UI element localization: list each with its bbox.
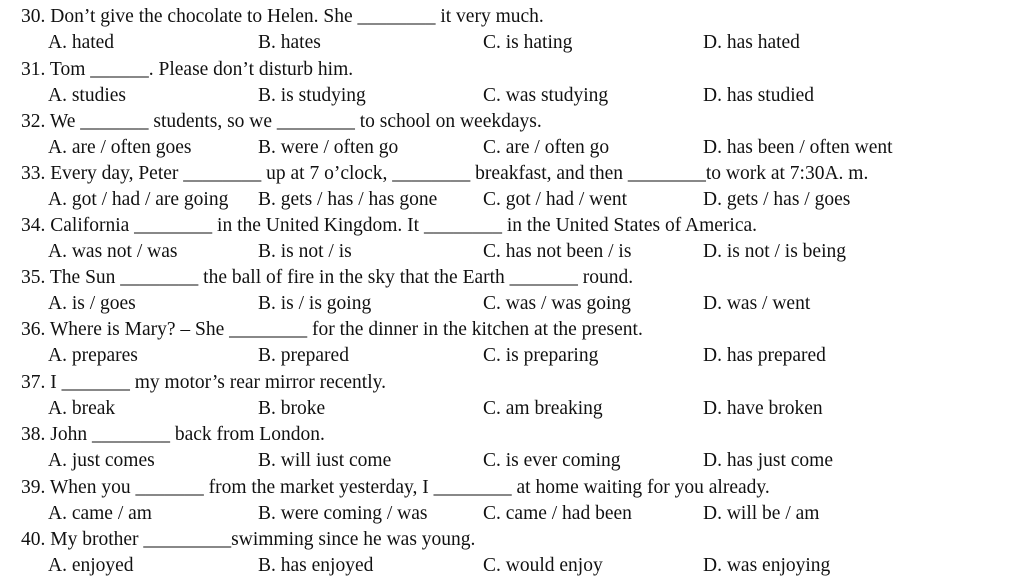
- question-32-option-d: D. has been / often went: [703, 137, 893, 158]
- question-37-option-d: D. have broken: [703, 398, 823, 419]
- question-40-option-d: D. was enjoying: [703, 555, 831, 576]
- question-37-option-c: C. am breaking: [483, 398, 603, 419]
- question-35-option-a: A. is / goes: [48, 293, 136, 314]
- question-30-stem: 30. Don’t give the chocolate to Helen. She ________ it very much.: [21, 6, 544, 27]
- question-37-stem: 37. I _______ my motor’s rear mirror recently.: [21, 372, 386, 393]
- question-33-option-d: D. gets / has / goes: [703, 189, 851, 210]
- question-32-stem: 32. We _______ students, so we ________ to school on weekdays.: [21, 111, 542, 132]
- question-35-option-d: D. was / went: [703, 293, 811, 314]
- question-31-option-b: B. is studying: [258, 85, 366, 106]
- question-40-option-a: A. enjoyed: [48, 555, 134, 576]
- question-39-option-a: A. came / am: [48, 503, 152, 524]
- question-36-option-d: D. has prepared: [703, 345, 826, 366]
- question-37-option-b: B. broke: [258, 398, 326, 419]
- question-34-option-a: A. was not / was: [48, 241, 178, 262]
- question-38-stem: 38. John ________ back from London.: [21, 424, 325, 445]
- question-30-option-a: A. hated: [48, 32, 115, 53]
- question-31-option-a: A. studies: [48, 85, 126, 106]
- question-38-option-d: D. has just come: [703, 450, 833, 471]
- question-38-option-a: A. just comes: [48, 450, 155, 471]
- question-32-option-c: C. are / often go: [483, 137, 610, 158]
- question-32-option-b: B. were / often go: [258, 137, 399, 158]
- question-34-option-d: D. is not / is being: [703, 241, 847, 262]
- question-40-option-b: B. has enjoyed: [258, 555, 374, 576]
- question-40-option-c: C. would enjoy: [483, 555, 603, 576]
- question-31-option-c: C. was studying: [483, 85, 609, 106]
- question-33-stem: 33. Every day, Peter ________ up at 7 o’clock, ________ breakfast, and then ________to work at 7:30A. m.: [21, 163, 869, 184]
- question-33-option-a: A. got / had / are going: [48, 189, 229, 210]
- question-36-option-a: A. prepares: [48, 345, 138, 366]
- question-30-option-d: D. has hated: [703, 32, 800, 53]
- question-38-option-b: B. will iust come: [258, 450, 392, 471]
- question-40-stem: 40. My brother _________swimming since he was young.: [21, 529, 476, 550]
- question-35-option-b: B. is / is going: [258, 293, 372, 314]
- question-38-option-c: C. is ever coming: [483, 450, 621, 471]
- question-33-option-b: B. gets / has / has gone: [258, 189, 438, 210]
- question-30-option-c: C. is hating: [483, 32, 573, 53]
- question-35-option-c: C. was / was going: [483, 293, 631, 314]
- question-35-stem: 35. The Sun ________ the ball of fire in the sky that the Earth _______ round.: [21, 267, 634, 288]
- question-36-stem: 36. Where is Mary? – She ________ for the dinner in the kitchen at the present.: [21, 319, 643, 340]
- question-34-stem: 34. California ________ in the United Kingdom. It ________ in the United States of America.: [21, 215, 758, 236]
- question-34-option-c: C. has not been / is: [483, 241, 632, 262]
- question-39-option-c: C. came / had been: [483, 503, 632, 524]
- question-39-option-d: D. will be / am: [703, 503, 820, 524]
- question-31-stem: 31. Tom ______. Please don’t disturb him.: [21, 59, 354, 80]
- question-33-option-c: C. got / had / went: [483, 189, 628, 210]
- question-36-option-c: C. is preparing: [483, 345, 599, 366]
- question-39-option-b: B. were coming / was: [258, 503, 428, 524]
- question-31-option-d: D. has studied: [703, 85, 815, 106]
- question-37-option-a: A. break: [48, 398, 116, 419]
- question-39-stem: 39. When you _______ from the market yesterday, I ________ at home waiting for you already.: [21, 477, 770, 498]
- question-32-option-a: A. are / often goes: [48, 137, 192, 158]
- question-36-option-b: B. prepared: [258, 345, 349, 366]
- question-34-option-b: B. is not / is: [258, 241, 352, 262]
- question-30-option-b: B. hates: [258, 32, 321, 53]
